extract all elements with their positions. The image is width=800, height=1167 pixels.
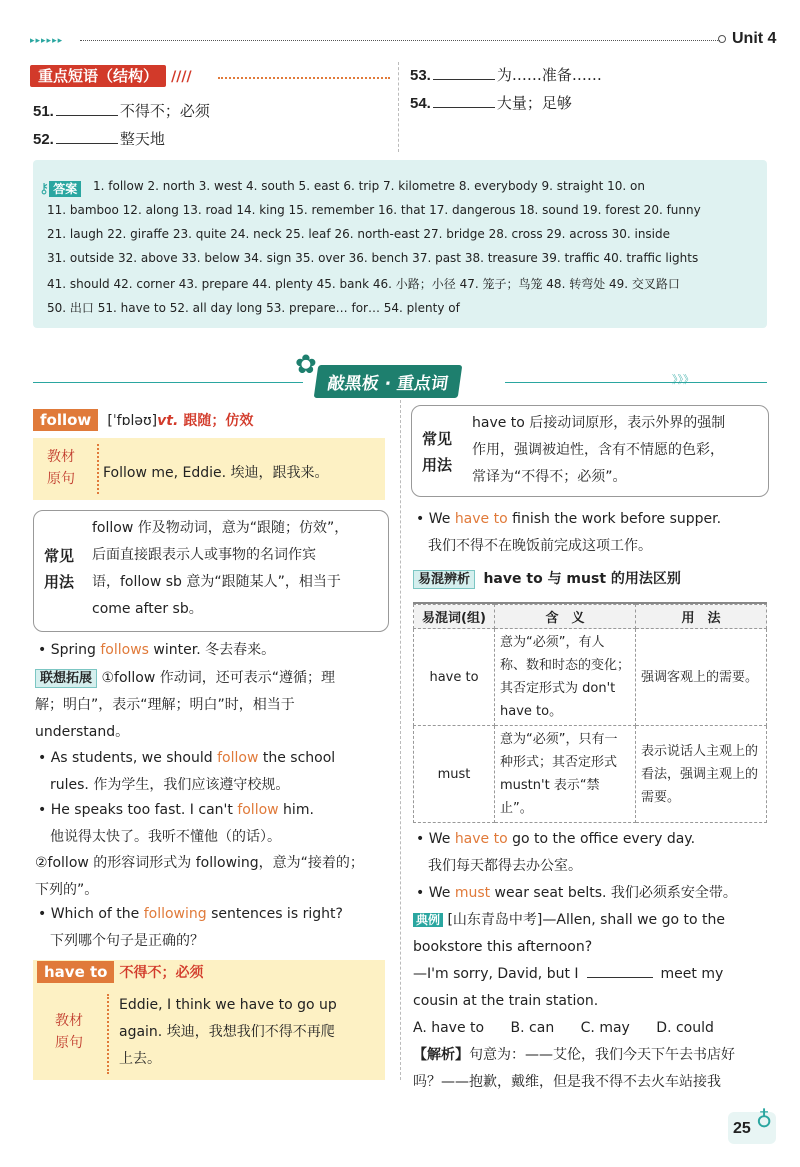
typical-chip: 典例 [413, 913, 443, 927]
haveto-section [33, 960, 385, 1080]
follow-textbook-box [33, 438, 385, 500]
follow-adjective-note: ②follow 的形容词形式为 following，意为“接着的； 下列的”。 [35, 855, 364, 898]
answer-blank[interactable] [56, 115, 118, 116]
phrases-section [30, 65, 192, 86]
section-banner: 敲黑板 · 重点词 [314, 365, 463, 398]
haveto-word-tag: have to [37, 961, 114, 983]
follow-extension: 联想拓展 ①follow 作动词，还可表示“遵循；理 解；明白”，表示“理解；明白”时，相当于 understand。 [35, 670, 336, 740]
phrase-item-54: 54. 大量；足够 [410, 94, 572, 112]
follow-example-3: • He speaks too fast. I can't follow him. 他说得太快了。我听不懂他（的话）。 [38, 802, 314, 845]
follow-example-1: • Spring follows winter. 冬去春来。 [38, 642, 276, 658]
header-divider-dot [718, 35, 726, 43]
answer-blank[interactable] [587, 977, 653, 978]
textbook-label: 教材 原句 [47, 449, 75, 487]
extension-chip: 联想拓展 [35, 669, 97, 688]
answers-row: 1. follow 2. north 3. west 4. south 5. east 6. trip 7. kilometre 8. everybody 9. straight 10. on [93, 179, 645, 193]
answers-row: 21. laugh 22. giraffe 23. quite 24. neck 25. leaf 26. north-east 27. bridge 28. cross 29. across 30. inside [47, 227, 671, 241]
banner-arrows: 》》》 [672, 373, 694, 386]
option-c[interactable]: C. may [580, 1020, 630, 1036]
option-a[interactable]: A. have to [413, 1020, 485, 1036]
textbook-divider [97, 444, 99, 494]
usage-label: 常见 用法 [422, 430, 453, 474]
banner-line-left [33, 382, 303, 383]
must-example: • We must wear seat belts. 我们必须系安全带。 [416, 885, 737, 901]
follow-heading: follow [ˈfɒləʊ]vt. 跟随；仿效 [33, 410, 253, 430]
balloon-icon: ♁ [756, 1108, 773, 1133]
usage-label: 常见 用法 [44, 547, 75, 591]
follow-textbook-sentence: Follow me, Eddie. 埃迪，跟我来。 [103, 465, 329, 481]
phrase-item-51: 51. 不得不；必须 [33, 102, 210, 120]
confusion-heading: 易混辨析 have to 与 must 的用法区别 [413, 568, 681, 588]
follow-example-2: • As students, we should follow the school rules. 作为学生，我们应该遵守校规。 [38, 750, 336, 793]
key-icon: ⚷ [39, 181, 50, 197]
answers-label: ⚷ 答案 [39, 178, 81, 197]
answers-panel [33, 160, 767, 328]
answers-row: 11. bamboo 12. along 13. road 14. king 15. remember 16. that 17. dangerous 18. sound 19. forest 20. funny [47, 203, 701, 217]
banner-line-right [505, 382, 767, 383]
table-header: 易混词(组) [414, 605, 495, 629]
option-b[interactable]: B. can [510, 1020, 555, 1036]
answer-blank[interactable] [433, 107, 495, 108]
phrases-column-divider [398, 62, 399, 152]
phrase-item-52: 52. 整天地 [33, 130, 165, 148]
answers-row: 50. 出口 51. have to 52. all day long 53. prepare… for… 54. plenty of [47, 301, 460, 315]
table-row: must 意为“必须”，只有一种形式；其否定形式 mustn't 表示“禁止”。 表示说话人主观上的看法，强调主观上的需要。 [414, 726, 767, 823]
answer-blank[interactable] [433, 79, 495, 80]
follow-usage-text: follow 作及物动词，意为“跟随；仿效”， 后面直接跟表示人或事物的名词作宾 语，follow sb 意为“跟随某人”，相当于 come after sb。 [92, 520, 349, 617]
header-arrows-decoration: ▸▸▸▸▸▸ [30, 36, 64, 46]
mascot-icon: ✿ [295, 350, 317, 380]
answer-options [413, 1015, 714, 1042]
follow-example-4: • Which of the following sentences is right? 下列哪个句子是正确的？ [38, 906, 343, 949]
haveto-textbook-sentence: Eddie, I think we have to go up again. 埃迪，我想我们不得不再爬 上去。 [119, 997, 337, 1067]
haveto-example-2: • We have to go to the office every day. 我们每天都得去办公室。 [416, 831, 696, 874]
haveto-example-1: • We have to finish the work before supper. 我们不得不在晚饭前完成这项工作。 [416, 511, 722, 554]
haveto-heading: have to 不得不；必须 [37, 962, 204, 982]
haveto-usage-box [411, 405, 769, 497]
answers-row: 41. should 42. corner 43. prepare 44. plenty 45. bank 46. 小路；小径 47. 笼子；鸟笼 48. 转弯处 49. 交叉路口 [47, 277, 680, 291]
textbook-divider [107, 994, 109, 1074]
comparison-table [413, 604, 767, 823]
answer-blank[interactable] [56, 143, 118, 144]
answers-row: 31. outside 32. above 33. below 34. sign 35. over 36. bench 37. past 38. treasure 39. traffic 40. traffic lights [47, 251, 699, 265]
header-divider [80, 40, 720, 41]
table-header: 含 义 [495, 605, 636, 629]
phrases-title-stripes: //// [171, 69, 192, 85]
column-divider [400, 400, 401, 1080]
table-row: have to 意为“必须”，有人称、数和时态的变化；其否定形式为 don't have to。 强调客观上的需要。 [414, 629, 767, 726]
phrases-dotted-line [218, 77, 390, 79]
typical-example: 典例 [山东青岛中考]—Allen, shall we go to the bookstore this afternoon? —I'm sorry, David, but I meet my cousin at the train station. [413, 912, 726, 1009]
analysis: 【解析】句意为：——艾伦，我们今天下午去书店好 吗？——抱歉，戴维，但是我不得不去火车站接我 [413, 1047, 735, 1090]
unit-label: Unit 4 [732, 30, 777, 47]
haveto-usage-text: have to 后接动词原形，表示外界的强制 作用，强调被迫性，含有不情愿的色彩， 常译为“不得不；必须”。 [472, 415, 726, 485]
phrases-title: 重点短语（结构） [30, 65, 166, 87]
page-number: 25 [733, 1120, 751, 1137]
option-d[interactable]: D. could [656, 1020, 714, 1036]
follow-usage-box [33, 510, 389, 632]
phrase-item-53: 53. 为……准备…… [410, 66, 602, 84]
textbook-label: 教材 原句 [55, 1013, 83, 1051]
table-header: 用 法 [636, 605, 767, 629]
follow-word-tag: follow [33, 409, 98, 431]
confusion-chip: 易混辨析 [413, 570, 475, 589]
